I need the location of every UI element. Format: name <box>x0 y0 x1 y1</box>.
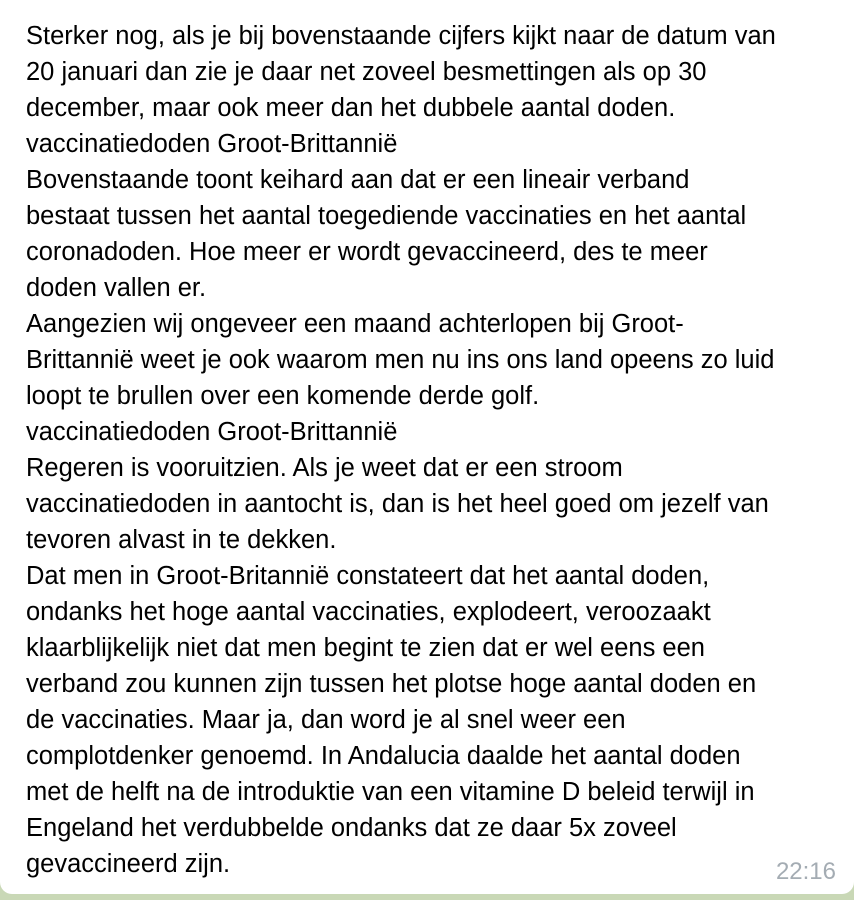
message-line: Aangezien wij ongeveer een maand achterlopen bij Groot- <box>26 310 684 338</box>
message-text <box>26 18 834 882</box>
message-line: Sterker nog, als je bij bovenstaande cijfers kijkt naar de datum van <box>26 22 776 50</box>
message-line: coronadoden. Hoe meer er wordt gevaccineerd, des te meer <box>26 238 708 266</box>
message-line: Dat men in Groot-Britannië constateert dat het aantal doden, <box>26 562 710 590</box>
message-timestamp: 22:16 <box>775 858 836 885</box>
message-line: vaccinatiedoden in aantocht is, dan is het heel goed om jezelf van <box>26 490 769 518</box>
message-line: tevoren alvast in te dekken. <box>26 526 337 554</box>
message-line: Engeland het verdubbelde ondanks dat ze daar 5x zoveel <box>26 814 677 842</box>
message-line: 20 januari dan zie je daar net zoveel besmettingen als op 30 <box>26 58 707 86</box>
message-line: bestaat tussen het aantal toegediende vaccinaties en het aantal <box>26 202 747 230</box>
message-line: verband zou kunnen zijn tussen het plotse hoge aantal doden en <box>26 670 757 698</box>
message-line: vaccinatiedoden Groot-Brittannië <box>26 418 398 446</box>
message-line: Brittannië weet je ook waarom men nu ins ons land opeens zo luid <box>26 346 775 374</box>
message-line: klaarblijkelijk niet dat men begint te zien dat er wel eens een <box>26 634 705 662</box>
message-line: ondanks het hoge aantal vaccinaties, explodeert, veroozaakt <box>26 598 711 626</box>
message-line: vaccinatiedoden Groot-Brittannië <box>26 130 398 158</box>
message-line: gevaccineerd zijn. <box>26 850 231 878</box>
message-line: Regeren is vooruitzien. Als je weet dat er een stroom <box>26 454 623 482</box>
message-line: met de helft na de introduktie van een vitamine D beleid terwijl in <box>26 778 755 806</box>
message-line: de vaccinaties. Maar ja, dan word je al snel weer een <box>26 706 626 734</box>
message-line: loopt te brullen over een komende derde golf. <box>26 382 540 410</box>
message-line: Bovenstaande toont keihard aan dat er een lineair verband <box>26 166 690 194</box>
message-line: december, maar ook meer dan het dubbele aantal doden. <box>26 94 676 122</box>
message-line: complotdenker genoemd. In Andalucia daalde het aantal doden <box>26 742 741 770</box>
message-line: doden vallen er. <box>26 274 207 302</box>
